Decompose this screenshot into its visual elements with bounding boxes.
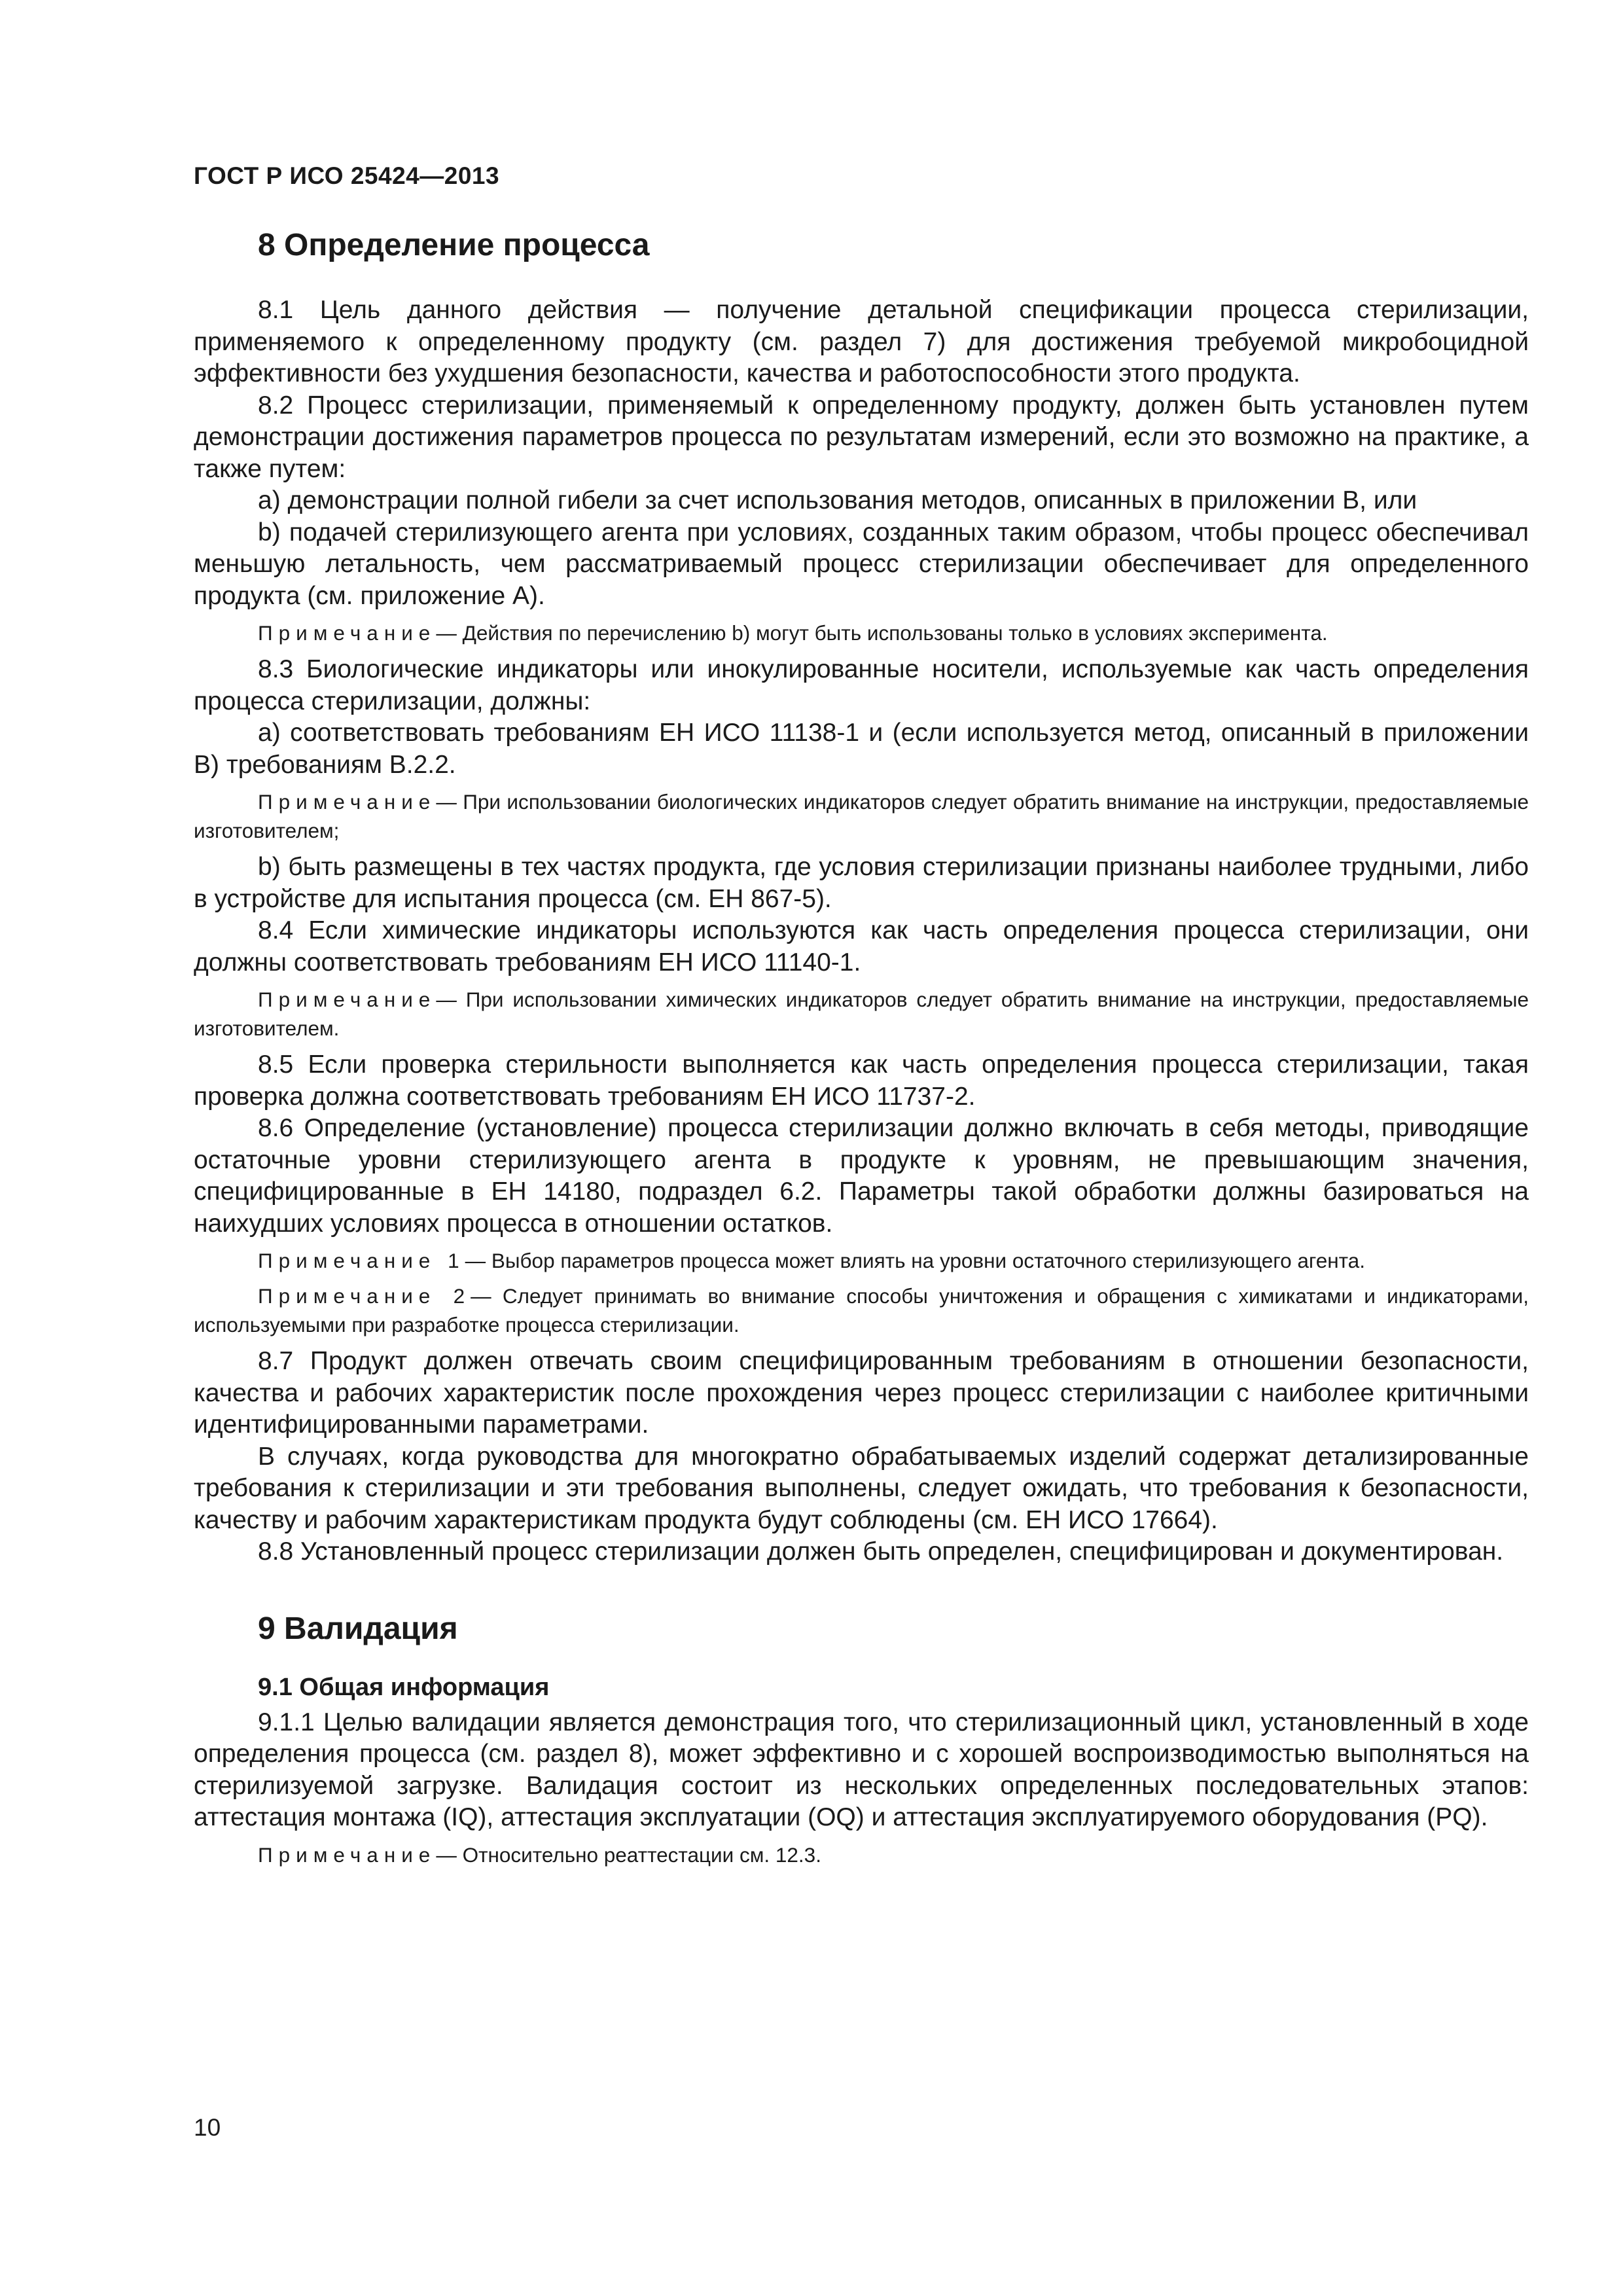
note-label: Примечание — [258, 1842, 437, 1867]
document-code-header: ГОСТ Р ИСО 25424—2013 — [194, 162, 500, 189]
note-text: — При использовании биологических индикаторов следует обратить внимание на инструкции, предоставляемые изготовителем; — [194, 790, 1529, 842]
list-item-8-2-a: а) демонстрации полной гибели за счет использования методов, описанных в приложении В, или — [258, 486, 1418, 514]
note-label: Примечание — [258, 988, 437, 1011]
note-8-4 — [194, 985, 1529, 1043]
document-body — [194, 216, 1529, 1876]
section-9-title: 9 Валидация — [258, 1611, 458, 1646]
note-text: — Действия по перечислению b) могут быть использованы только в условиях эксперимента. — [436, 621, 1328, 645]
note-8-2 — [194, 619, 1529, 647]
paragraph-8-7-continued: В случаях, когда руководства для многократно обрабатываемых изделий содержат детализированные требования к стерилизации и эти требования выполнены, следует ожидать, что требования к безопасности, качеству и рабочим характеристикам продукта будут соблюдены (см. ЕН ИСО 17664). — [194, 1442, 1529, 1534]
note-label: Примечание 1 — [258, 1249, 465, 1272]
paragraph-8-3: 8.3 Биологические индикаторы или инокулированные носители, используемые как часть определения процесса стерилизации, должны: — [194, 655, 1529, 715]
note-text: — При использовании химических индикаторов следует обратить внимание на инструкции, предоставляемые изготовителем. — [194, 988, 1529, 1040]
note-text: — Следует принимать во внимание способы уничтожения и обращения с химикатами и индикаторами, используемыми при разработке процесса стерилизации. — [194, 1284, 1529, 1336]
note-text: — Относительно реаттестации см. 12.3. — [436, 1842, 821, 1867]
paragraph-8-2: 8.2 Процесс стерилизации, применяемый к определенному продукту, должен быть установлен путем демонстрации достижения параметров процесса по результатам измерений, если это возможно на практике, а также путем: — [194, 391, 1529, 483]
paragraph-8-6: 8.6 Определение (установление) процесса стерилизации должно включать в себя методы, приводящие остаточные уровни стерилизующего агента в продукте к уровням, не превышающим значения, специфицированные в ЕН 14180, подраздел 6.2. Параметры такой обработки должны базироваться на наихудших условиях процесса в отношении остатков. — [194, 1114, 1529, 1238]
page-number: 10 — [194, 2114, 221, 2141]
paragraph-8-5: 8.5 Если проверка стерильности выполняется как часть определения процесса стерилизации, такая проверка должна соответствовать требованиям ЕН ИСО 11737-2. — [194, 1050, 1529, 1111]
list-item-8-3-b: b) быть размещены в тех частях продукта, где условия стерилизации признаны наиболее трудными, либо в устройстве для испытания процесса (см. ЕН 867-5). — [194, 853, 1529, 913]
note-text: — Выбор параметров процесса может влиять на уровни остаточного стерилизующего агента. — [465, 1249, 1365, 1272]
paragraph-9-1-1: 9.1.1 Целью валидации является демонстрация того, что стерилизационный цикл, установленный в ходе определения процесса (см. раздел 8), может эффективно и с хорошей воспроизводимостью выполняться на стерилизуемой загрузке. Валидация состоит из нескольких определенных последовательных этапов: аттестация монтажа (IQ), аттестация эксплуатации (OQ) и аттестация эксплуатируемого оборудования (PQ). — [194, 1708, 1529, 1831]
paragraph-8-8: 8.8 Установленный процесс стерилизации должен быть определен, специфицирован и документирован. — [258, 1537, 1504, 1566]
note-9-1-1 — [194, 1840, 1529, 1869]
list-item-8-3-a: а) соответствовать требованиям ЕН ИСО 11138-1 и (если используется метод, описанный в приложении В) требованиям В.2.2. — [194, 719, 1529, 779]
list-item-8-2-b: b) подачей стерилизующего агента при условиях, созданных таким образом, чтобы процесс обеспечивал меньшую летальность, чем рассматриваемый процесс стерилизации обеспечивает для определенного продукта (см. приложение А). — [194, 518, 1529, 610]
paragraph-8-7: 8.7 Продукт должен отвечать своим специфицированным требованиям в отношении безопасности, качества и рабочих характеристик после прохождения через процесс стерилизации с наиболее критичными идентифицированными параметрами. — [194, 1347, 1529, 1439]
note-8-6-1 — [194, 1246, 1529, 1275]
note-8-6-2 — [194, 1282, 1529, 1339]
paragraph-8-4: 8.4 Если химические индикаторы используются как часть определения процесса стерилизации, они должны соответствовать требованиям ЕН ИСО 11140-1. — [194, 916, 1529, 977]
note-label: Примечание — [258, 621, 437, 645]
note-label: Примечание — [258, 790, 437, 814]
paragraph-8-1: 8.1 Цель данного действия — получение детальной спецификации процесса стерилизации, применяемого к определенному продукту (см. раздел 7) для достижения требуемой микробоцидной эффективности без ухудшения безопасности, качества и работоспособности этого продукта. — [194, 296, 1529, 387]
subsection-9-1-title: 9.1 Общая информация — [258, 1673, 550, 1701]
note-label: Примечание 2 — [258, 1284, 471, 1308]
note-8-3 — [194, 787, 1529, 845]
section-8-title: 8 Определение процесса — [258, 228, 650, 262]
